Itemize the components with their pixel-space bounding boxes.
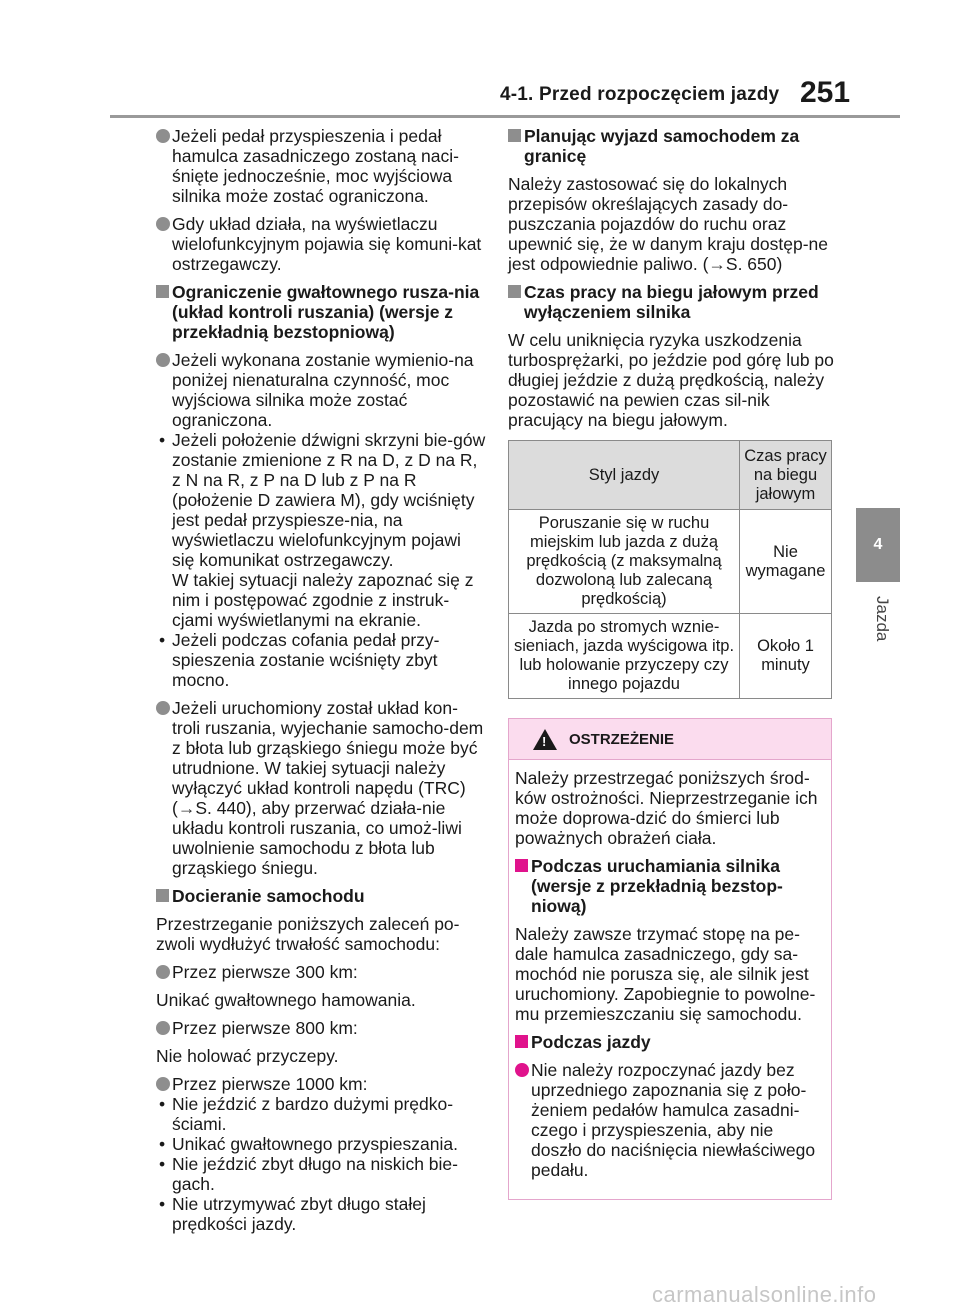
warning-title: OSTRZEŻENIE: [569, 731, 675, 748]
section-heading: Planując wyjazd samochodem za granicę: [508, 126, 834, 166]
warning-header: [509, 719, 831, 760]
paragraph: W celu uniknięcia ryzyka uszkodzenia turbosprężarki, po jeździe pod górę lub po długiej jeździe z dużą prędkością, należy pozostawić na pewien czas sil-nik pracujący na biegu jałowym.: [508, 330, 834, 430]
paragraph: Unikać gwałtownego hamowania.: [156, 990, 416, 1010]
square-bullet-icon: [508, 129, 521, 142]
idle-time-table: [508, 440, 832, 699]
table-cell: Około 1 minuty: [740, 614, 832, 699]
bullet-icon: [156, 1021, 170, 1035]
bullet-item: Przez pierwsze 800 km:: [156, 1018, 486, 1038]
sub-bullet-item: • Jeżeli podczas cofania pedał przy-spieszenia zostanie wciśnięty zbyt mocno.: [159, 630, 440, 690]
warning-body: [509, 760, 831, 1180]
arrow-right-icon: →: [708, 254, 726, 274]
bullet-icon: [156, 217, 170, 231]
right-column: [508, 126, 834, 438]
square-bullet-icon: [515, 859, 528, 872]
bullet-item: Jeżeli wykonana zostanie wymienio-na poniżej nienaturalna czynność, moc wyjściowa silnika może zostać ograniczona.: [156, 350, 486, 430]
page-number: 251: [800, 76, 851, 109]
paragraph: Należy zastosować się do lokalnych przepisów określających zasady do-puszczania pojazdów do ruchu oraz upewnić się, że w danym kraju dostęp-ne jest odpowiednie paliwo. (→S. 650): [508, 174, 829, 274]
table-row: [509, 510, 832, 614]
bullet-item: Gdy układ działa, na wyświetlaczu wielofunkcyjnym pojawia się komuni-kat ostrzegawczy.: [156, 214, 486, 274]
paragraph: Przestrzeganie poniższych zaleceń po-zwoli wydłużyć trwałość samochodu:: [156, 914, 460, 954]
bullet-icon: [515, 1063, 529, 1077]
sub-bullet-item: • Nie jeździć zbyt długo na niskich bie-gach.: [159, 1154, 458, 1194]
section-title: 4-1. Przed rozpoczęciem jazdy: [500, 84, 780, 105]
table-header-cell: Czas pracy na biegu jałowym: [740, 441, 832, 510]
paragraph: Należy zawsze trzymać stopę na pe-dale hamulca zasadniczego, gdy sa-mochód nie porusza się, ale silnik jest uruchomiony. Zapobiegnie to powolne-mu przemieszczaniu się samochodu.: [515, 924, 816, 1024]
bullet-item: Nie należy rozpoczynać jazdy bez uprzedniego zapoznania się z poło-żeniem pedałów hamulca zasadni-czego i przyspieszenia, aby nie doszło do naciśnięcia niewłaściwego pedału.: [515, 1060, 825, 1180]
bullet-item: Przez pierwsze 300 km:: [156, 962, 486, 982]
sub-bullet-item: • Unikać gwałtownego przyspieszania.: [159, 1134, 458, 1154]
page-reference-link[interactable]: S. 650): [725, 254, 783, 274]
sub-bullet-item: • Nie utrzymywać zbyt długo stałej prędkości jazdy.: [159, 1194, 426, 1234]
bullet-item: Jeżeli pedał przyspieszenia i pedał hamulca zasadniczego zostaną naci-śnięte jednocześnie, moc wyjściowa silnika może zostać ograniczona.: [156, 126, 486, 206]
table-cell: Poruszanie się w ruchu miejskim lub jazda z dużą prędkością (z maksymalną dozwoloną lub zalecaną prędkością): [509, 510, 740, 614]
sub-bullet-continuation: W takiej sytuacji należy zapoznać się z nim i postępować zgodnie z instruk-cjami wyświetlanymi na ekranie.: [172, 570, 474, 630]
arrow-right-icon: →: [177, 798, 196, 818]
table-cell: Jazda po stromych wznie-sieniach, jazda wyścigowa itp. lub holowanie przyczepy czy innego pojazdu: [509, 614, 740, 699]
bullet-icon: [156, 353, 170, 367]
bullet-icon: [156, 129, 170, 143]
table-header-row: [509, 441, 832, 510]
table-row: [509, 614, 832, 699]
section-heading: Docieranie samochodu: [156, 886, 486, 906]
chapter-tab[interactable]: 4: [856, 508, 900, 582]
sub-bullet-item: • Jeżeli położenie dźwigni skrzyni bie-gów zostanie zmienione z R na D, z D na R, z N na R, z P na D lub z P na R (położenie D zawiera M), gdy wciśnięty jest pedał przyspiesze-nia, na wyświetlaczu wielofunkcyjnym pojawi się komunikat ostrzegawczy.: [159, 430, 486, 570]
bullet-icon: [156, 701, 170, 715]
paragraph: Należy przestrzegać poniższych środ-ków ostrożności. Nieprzestrzeganie ich może doprowa-dzić do śmierci lub poważnych obrażeń ciała.: [515, 768, 818, 848]
bullet-item: Przez pierwsze 1000 km:: [156, 1074, 486, 1094]
section-heading: Czas pracy na biegu jałowym przed wyłączeniem silnika: [508, 282, 834, 322]
square-bullet-icon: [156, 889, 169, 902]
header-divider: [110, 115, 900, 118]
section-heading: Podczas jazdy: [515, 1032, 825, 1052]
bullet-icon: [156, 965, 170, 979]
left-column: [156, 126, 486, 1234]
sub-bullet-item: • Nie jeździć z bardzo dużymi prędko-ściami.: [159, 1094, 454, 1134]
table-header-cell: Styl jazdy: [509, 441, 740, 510]
warning-box: [508, 718, 832, 1200]
warning-triangle-icon: !: [533, 729, 557, 750]
bullet-item: Jeżeli uruchomiony został układ kon-troli ruszania, wyjechanie samocho-dem z błota lub grząskiego śniegu może być utrudnione. W takiej sytuacji należy wyłączyć układ kontroli napędu (TRC) (→S. 440), aby przerwać działa-nie układu kontroli ruszania, co umoż-liwi uwolnienie samochodu z błota lub grząskiego śniegu.: [156, 698, 486, 878]
page-reference-link[interactable]: S. 440), aby przerwać działa-nie układu kontroli ruszania, co umoż-liwi uwolnienie samochodu z błota lub grząskiego śniegu.: [172, 798, 462, 878]
watermark: carmanualsonline.info: [652, 1282, 877, 1307]
square-bullet-icon: [515, 1035, 528, 1048]
square-bullet-icon: [508, 285, 521, 298]
table-cell: Nie wymagane: [740, 510, 832, 614]
chapter-label: Jazda: [873, 596, 892, 642]
paragraph: Nie holować przyczepy.: [156, 1046, 339, 1066]
section-heading: Podczas uruchamiania silnika (wersje z przekładnią bezstop-niową): [515, 856, 825, 916]
square-bullet-icon: [156, 285, 169, 298]
section-heading: Ograniczenie gwałtownego rusza-nia (układ kontroli ruszania) (wersje z przekładnią bezstopniową): [156, 282, 486, 342]
bullet-icon: [156, 1077, 170, 1091]
